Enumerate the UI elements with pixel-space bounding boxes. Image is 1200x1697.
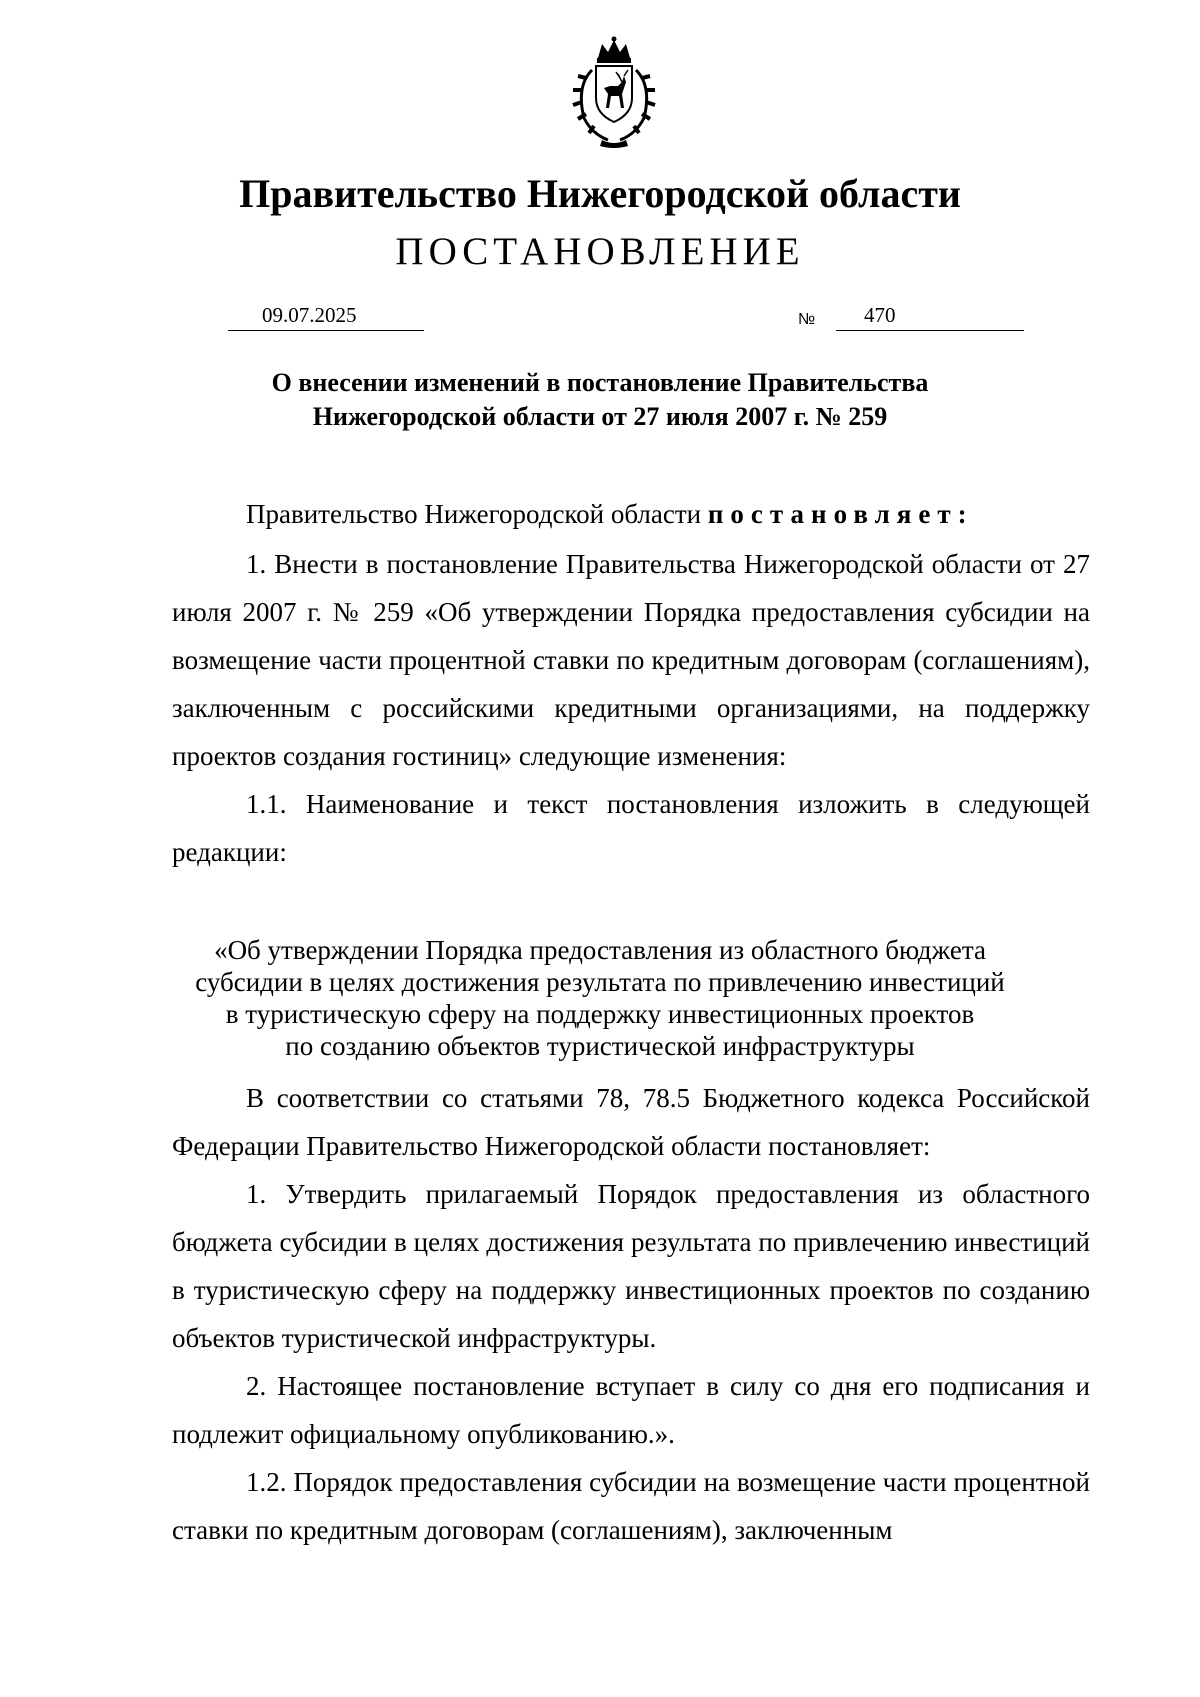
quoted-title-line-4: по созданию объектов туристической инфраструктуры [285,1031,915,1061]
document-type: ПОСТАНОВЛЕНИЕ [395,230,805,273]
coat-of-arms-icon [562,36,666,148]
number-field [836,300,1024,331]
document-subject [150,366,1050,434]
preamble-paragraph: В соответствии со статьями 78, 78.5 Бюджетного кодекса Российской Федерации Правительство Нижегородской области постановляет: [172,1083,1090,1161]
subject-line-1: О внесении изменений в постановление Правительства [271,368,929,397]
government-name: Правительство Нижегородской области [239,171,961,216]
intro-prefix: Правительство Нижегородской области [246,499,702,529]
quoted-item-2: 2. Настоящее постановление вступает в силу со дня его подписания и подлежит официальному опубликованию.». [172,1371,1090,1449]
quoted-title [150,934,1050,1062]
intro-keyword: постановляет: [707,499,974,529]
document-date: 09.07.2025 [262,303,357,327]
paragraph-1: 1. Внести в постановление Правительства Нижегородской области от 27 июля 2007 г. № 259 «Об утверждении Порядка предоставления субсидии на возмещение части процентной ставки по кредитным договорам (соглашениям), заключенным с российскими кредитными организациями, на поддержку проектов создания гостиниц» следующие изменения: [172,549,1090,771]
subject-line-2: Нижегородской области от 27 июля 2007 г. № 259 [312,402,888,431]
intro-paragraph [172,490,1090,538]
paragraph-1-1: 1.1. Наименование и текст постановления изложить в следующей редакции: [172,789,1090,867]
quoted-item-1: 1. Утвердить прилагаемый Порядок предоставления из областного бюджета субсидии в целях достижения результата по привлечению инвестиций в туристическую сферу на поддержку инвестиционных проектов по созданию объектов туристической инфраструктуры. [172,1179,1090,1353]
date-field [228,300,424,331]
number-sign: № [798,311,816,328]
quoted-title-line-3: в туристическую сферу на поддержку инвестиционных проектов [225,999,975,1029]
quoted-title-line-1: «Об утверждении Порядка предоставления из областного бюджета [214,935,986,965]
document-number: 470 [864,303,896,327]
quoted-title-line-2: субсидии в целях достижения результата по привлечению инвестиций [195,967,1005,997]
paragraph-1-2: 1.2. Порядок предоставления субсидии на возмещение части процентной ставки по кредитным договорам (соглашениям), заключенным [172,1467,1090,1545]
